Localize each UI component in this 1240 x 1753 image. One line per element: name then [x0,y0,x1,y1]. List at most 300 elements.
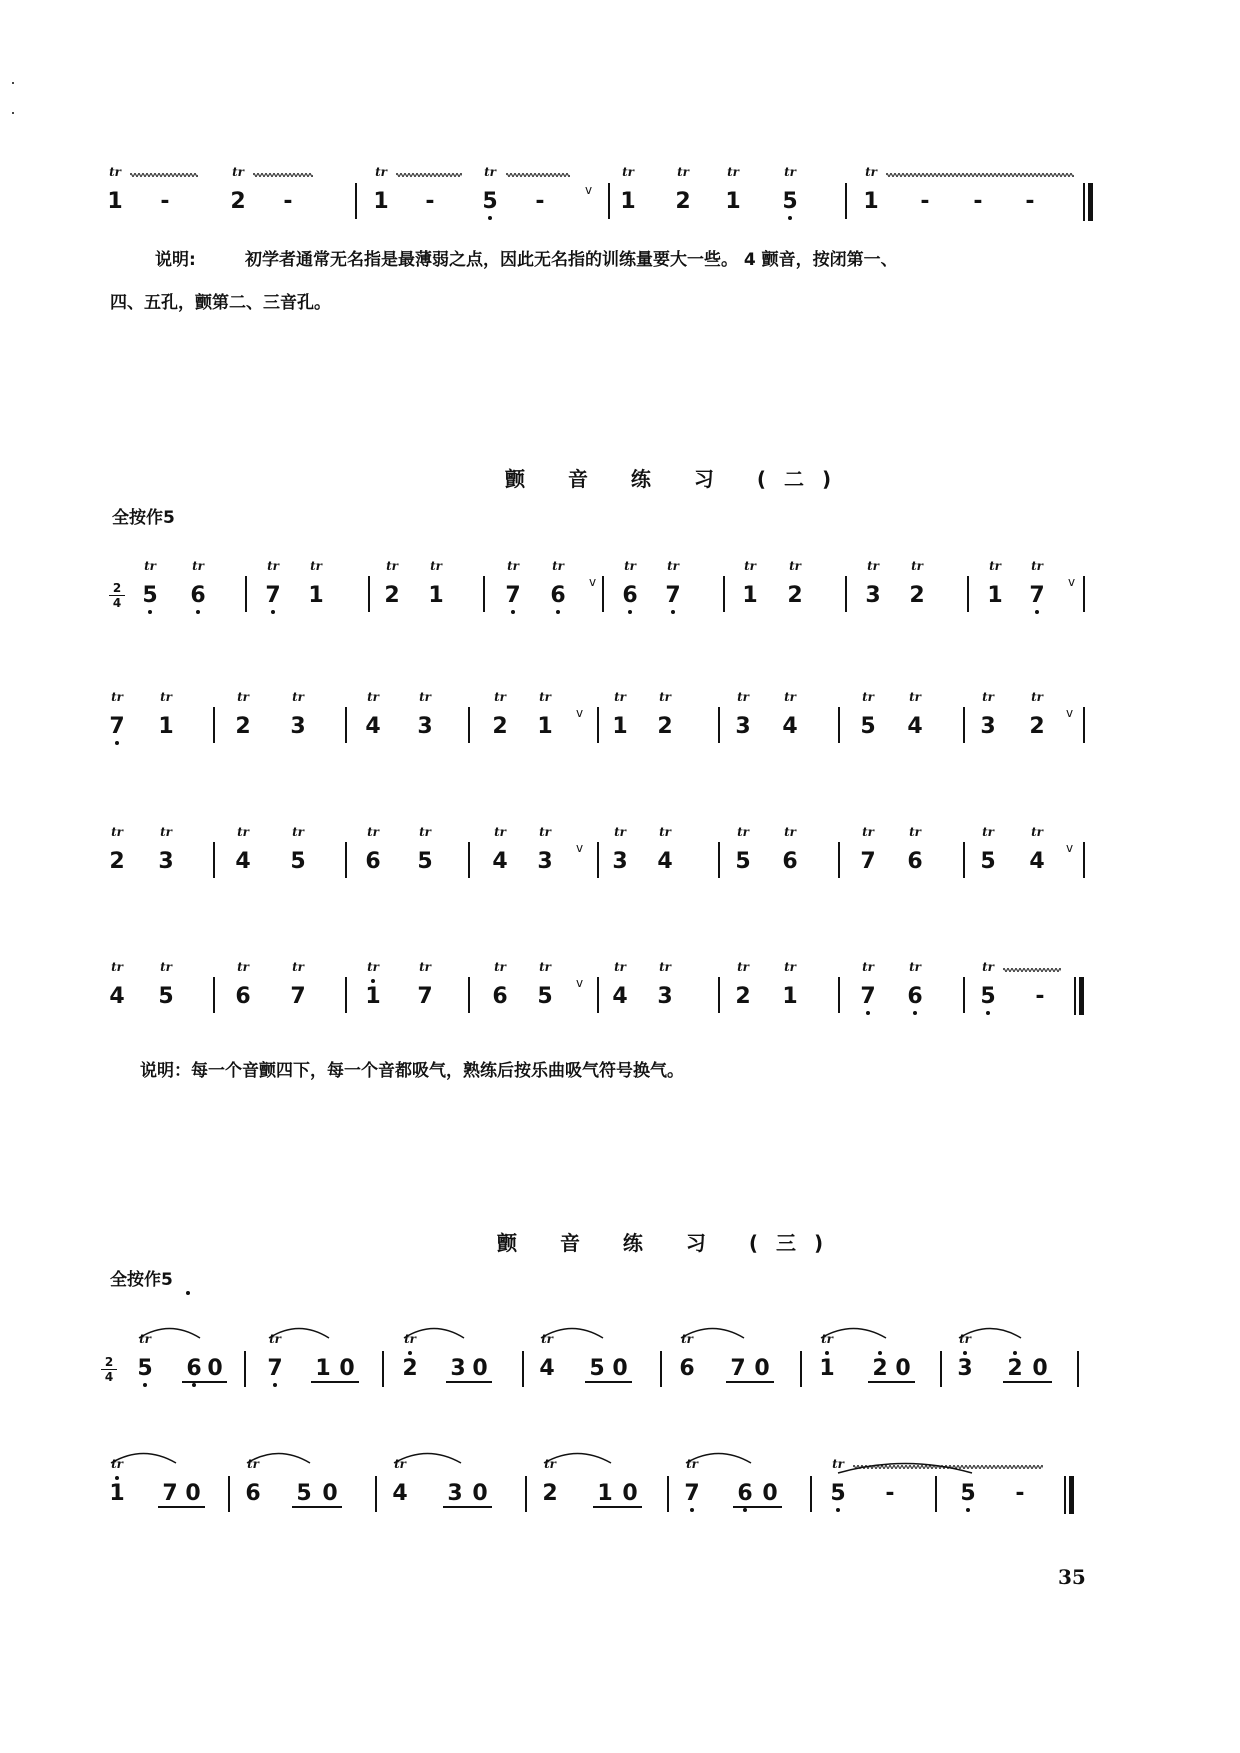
trill-mark: tr [784,690,796,704]
note: 2 [230,189,246,214]
barline [667,1476,669,1512]
barline [838,842,840,878]
note: 1 [107,189,123,214]
barline [800,1351,802,1387]
note: 7 [417,984,433,1009]
trill-mark: tr [539,825,551,839]
note: 7 [665,583,681,608]
note: 1 [315,1356,331,1381]
underline-beam [593,1506,642,1508]
time-signature [101,1356,117,1383]
trill-mark: tr [667,559,679,573]
barline [345,707,347,743]
note: 4 [1029,849,1045,874]
trill-mark: tr [1031,559,1043,573]
time-signature-top: 2 [104,1355,114,1369]
note: 1 [987,583,1003,608]
note: 7 [860,984,876,1009]
octave-dot [878,1351,882,1355]
note: 6 [907,849,923,874]
barline [810,1476,812,1512]
trill-mark: tr [541,1332,553,1346]
trill-mark: tr [982,825,994,839]
note: 3 [865,583,881,608]
breath-mark: v [589,575,597,589]
trill-mark: tr [111,1457,123,1471]
note: 5 [960,1481,976,1506]
trill-mark: tr [821,1332,833,1346]
page-number: 35 [1058,1565,1086,1589]
trill-mark: tr [111,690,123,704]
octave-dot [186,1291,190,1295]
note: 3 [957,1356,973,1381]
note: - [160,189,170,214]
trill-mark: tr [681,1332,693,1346]
note: 1 [819,1356,835,1381]
note: 3 [612,849,628,874]
barline [355,183,357,219]
octave-dot [115,1476,119,1480]
breath-mark: v [576,841,584,855]
note: 4 [782,714,798,739]
trill-mark: tr [292,960,304,974]
trill-wavy-line [396,172,462,178]
trill-mark: tr [310,559,322,573]
trill-mark: tr [375,165,387,179]
underline-beam [292,1506,342,1508]
trill-mark: tr [862,690,874,704]
underline-beam [446,1381,492,1383]
note: - [1015,1481,1025,1506]
trill-mark: tr [419,690,431,704]
trill-mark: tr [862,960,874,974]
slur [819,1325,888,1339]
octave-dot [488,216,492,220]
trill-mark: tr [494,960,506,974]
breath-mark: v [1068,575,1076,589]
trill-mark: tr [111,825,123,839]
note: 5 [417,849,433,874]
note: - [1025,189,1035,214]
octave-dot [192,1383,196,1387]
exercise-title: 颤 音 练 习 (三) [497,1231,842,1255]
note: 5 [290,849,306,874]
note: 1 [109,1481,125,1506]
note: 6 [190,583,206,608]
trill-mark: tr [909,960,921,974]
trill-mark: tr [832,1457,844,1471]
octave-dot [671,610,675,614]
barline [525,1476,527,1512]
note: 2 [675,189,691,214]
explanation-text: 说明：每一个音颤四下，每一个音都吸气，熟练后按乐曲吸气符号换气。 [140,1061,684,1081]
trill-mark: tr [784,165,796,179]
trill-mark: tr [292,690,304,704]
slur [109,1450,178,1464]
note: 7 [290,984,306,1009]
underline-beam [182,1381,227,1383]
trill-mark: tr [237,960,249,974]
note: 0 [895,1356,911,1381]
octave-dot [148,610,152,614]
barline [597,977,599,1013]
note: 7 [505,583,521,608]
trill-mark: tr [539,690,551,704]
trill-mark: tr [982,960,994,974]
octave-dot [1013,1351,1017,1355]
note: 5 [782,189,798,214]
octave-dot [371,979,375,983]
note: 2 [542,1481,558,1506]
note: 3 [657,984,673,1009]
time-signature-bottom: 4 [104,1370,114,1384]
trill-mark: tr [659,690,671,704]
barline [468,977,470,1013]
note: 0 [185,1481,201,1506]
note: 2 [235,714,251,739]
note: 1 [620,189,636,214]
barline [213,707,215,743]
note: 6 [492,984,508,1009]
note: 6 [737,1481,753,1506]
trill-mark: tr [367,960,379,974]
note: 3 [447,1481,463,1506]
slur [679,1325,746,1339]
trill-wavy-line [886,172,1074,178]
note: 2 [1007,1356,1023,1381]
breath-mark: v [585,183,593,197]
note: 1 [373,189,389,214]
trill-mark: tr [160,690,172,704]
final-barline [1069,1476,1074,1514]
note: 7 [109,714,125,739]
trill-mark: tr [1031,825,1043,839]
trill-mark: tr [419,960,431,974]
trill-mark: tr [109,165,121,179]
octave-dot [1035,610,1039,614]
octave-dot [511,610,515,614]
barline [213,977,215,1013]
note: 0 [754,1356,770,1381]
note: 2 [109,849,125,874]
trill-mark: tr [865,165,877,179]
underline-beam [726,1381,774,1383]
barline [245,576,247,612]
note: - [885,1481,895,1506]
note: - [535,189,545,214]
note: 5 [137,1356,153,1381]
note: 5 [980,984,996,1009]
slur [392,1450,463,1464]
note: 0 [762,1481,778,1506]
slur [137,1325,202,1339]
slur [836,1460,974,1474]
octave-dot [271,610,275,614]
fingering-note: 全按作5 [110,1270,173,1290]
note: 3 [537,849,553,874]
trill-mark: tr [404,1332,416,1346]
trill-mark: tr [507,559,519,573]
barline [608,183,610,219]
trill-mark: tr [982,690,994,704]
trill-mark: tr [959,1332,971,1346]
barline [718,842,720,878]
trill-mark: tr [784,825,796,839]
barline [1083,842,1085,878]
octave-dot [836,1508,840,1512]
trill-mark: tr [232,165,244,179]
slur [957,1325,1023,1339]
barline [838,707,840,743]
trill-mark: tr [111,960,123,974]
note: 4 [392,1481,408,1506]
note: - [973,189,983,214]
barline [845,183,847,219]
note: - [425,189,435,214]
octave-dot [143,1383,147,1387]
note: 2 [909,583,925,608]
barline [382,1351,384,1387]
trill-wavy-line [130,172,198,178]
octave-dot [963,1351,967,1355]
note: 0 [207,1356,223,1381]
trill-wavy-line [1003,967,1061,973]
trill-mark: tr [192,559,204,573]
barline [963,842,965,878]
trill-mark: tr [911,559,923,573]
barline [522,1351,524,1387]
barline [723,576,725,612]
note: 2 [384,583,400,608]
barline [483,576,485,612]
barline [602,576,604,612]
note: 5 [296,1481,312,1506]
barline [660,1351,662,1387]
barline [368,576,370,612]
trill-mark: tr [867,559,879,573]
note: 6 [550,583,566,608]
note: 4 [235,849,251,874]
slur [539,1325,605,1339]
note: 6 [235,984,251,1009]
note: 5 [482,189,498,214]
note: 0 [612,1356,628,1381]
note: 5 [142,583,158,608]
note: 0 [472,1356,488,1381]
note: 6 [782,849,798,874]
underline-beam [868,1381,915,1383]
trill-mark: tr [539,960,551,974]
trill-mark: tr [686,1457,698,1471]
underline-beam [443,1506,492,1508]
note: 7 [162,1481,178,1506]
barline [213,842,215,878]
trill-mark: tr [269,1332,281,1346]
trill-wavy-line [253,172,313,178]
note: 4 [365,714,381,739]
octave-dot [556,610,560,614]
trill-mark: tr [659,960,671,974]
octave-dot [986,1011,990,1015]
note: 5 [980,849,996,874]
note: 0 [322,1481,338,1506]
octave-dot [788,216,792,220]
scan-mark [12,112,14,114]
trill-mark: tr [677,165,689,179]
trill-wavy-line [506,172,570,178]
note: 3 [417,714,433,739]
fingering-note: 全按作5 [112,508,175,528]
breath-mark: v [1066,841,1074,855]
barline [375,1476,377,1512]
note: 5 [860,714,876,739]
trill-mark: tr [367,825,379,839]
explanation-text-cont: 四、五孔，颤第二、三音孔。 [110,293,331,313]
note: 2 [787,583,803,608]
trill-mark: tr [494,690,506,704]
note: 0 [1032,1356,1048,1381]
breath-mark: v [576,706,584,720]
barline [345,977,347,1013]
note: 5 [589,1356,605,1381]
octave-dot [273,1383,277,1387]
trill-mark: tr [292,825,304,839]
note: 7 [265,583,281,608]
note: 2 [492,714,508,739]
trill-mark: tr [394,1457,406,1471]
note: 1 [863,189,879,214]
note: 1 [308,583,324,608]
barline [935,1476,937,1512]
trill-mark: tr [744,559,756,573]
trill-mark: tr [419,825,431,839]
trill-mark: tr [659,825,671,839]
note: 7 [860,849,876,874]
trill-mark: tr [367,690,379,704]
note: 1 [537,714,553,739]
note: 0 [339,1356,355,1381]
note: 5 [158,984,174,1009]
trill-mark: tr [544,1457,556,1471]
barline [345,842,347,878]
barline [967,576,969,612]
barline [597,842,599,878]
slur [402,1325,466,1339]
barline [838,977,840,1013]
note: 0 [622,1481,638,1506]
explanation-label: 说明: [155,250,196,270]
note: 1 [725,189,741,214]
trill-mark: tr [989,559,1001,573]
note: 6 [245,1481,261,1506]
note: 1 [612,714,628,739]
trill-mark: tr [552,559,564,573]
octave-dot [690,1508,694,1512]
note: 5 [537,984,553,1009]
slur [267,1325,331,1339]
note: 6 [907,984,923,1009]
note: - [1035,984,1045,1009]
note: 4 [907,714,923,739]
time-signature-bottom: 4 [112,596,122,610]
octave-dot [866,1011,870,1015]
octave-dot [913,1011,917,1015]
note: 4 [539,1356,555,1381]
underline-beam [1003,1381,1052,1383]
final-barline [1083,183,1085,221]
note: 1 [365,984,381,1009]
note: - [283,189,293,214]
trill-mark: tr [614,825,626,839]
trill-mark: tr [909,825,921,839]
trill-mark: tr [494,825,506,839]
octave-dot [196,610,200,614]
trill-mark: tr [1031,690,1043,704]
note: 4 [109,984,125,1009]
trill-mark: tr [624,559,636,573]
explanation-text: 初学者通常无名指是最薄弱之点，因此无名指的训练量要大一些。 4 颤音，按闭第一、 [245,250,898,270]
trill-mark: tr [160,825,172,839]
note: 7 [730,1356,746,1381]
barline [1083,707,1085,743]
trill-mark: tr [737,825,749,839]
underline-beam [585,1381,632,1383]
barline [1083,576,1085,612]
breath-mark: v [1066,706,1074,720]
trill-mark: tr [484,165,496,179]
octave-dot [628,610,632,614]
octave-dot [115,741,119,745]
note: 3 [735,714,751,739]
barline [718,977,720,1013]
slur [684,1450,753,1464]
trill-mark: tr [160,960,172,974]
note: 2 [402,1356,418,1381]
octave-dot [966,1508,970,1512]
note: 3 [450,1356,466,1381]
barline [1077,1351,1079,1387]
note: 6 [679,1356,695,1381]
trill-mark: tr [267,559,279,573]
barline [845,576,847,612]
note: 1 [597,1481,613,1506]
time-signature [109,582,125,609]
trill-mark: tr [784,960,796,974]
note: 1 [742,583,758,608]
note: 7 [267,1356,283,1381]
note: 4 [657,849,673,874]
note: 4 [612,984,628,1009]
note: - [920,189,930,214]
note: 1 [428,583,444,608]
note: 6 [365,849,381,874]
note: 7 [684,1481,700,1506]
final-barline [1074,977,1076,1015]
note: 2 [735,984,751,1009]
trill-mark: tr [237,825,249,839]
trill-mark: tr [789,559,801,573]
octave-dot [743,1508,747,1512]
scan-mark [12,82,14,84]
underline-beam [158,1506,205,1508]
note: 2 [1029,714,1045,739]
trill-mark: tr [727,165,739,179]
trill-mark: tr [139,1332,151,1346]
trill-mark: tr [144,559,156,573]
note: 0 [472,1481,488,1506]
barline [244,1351,246,1387]
trill-mark: tr [430,559,442,573]
